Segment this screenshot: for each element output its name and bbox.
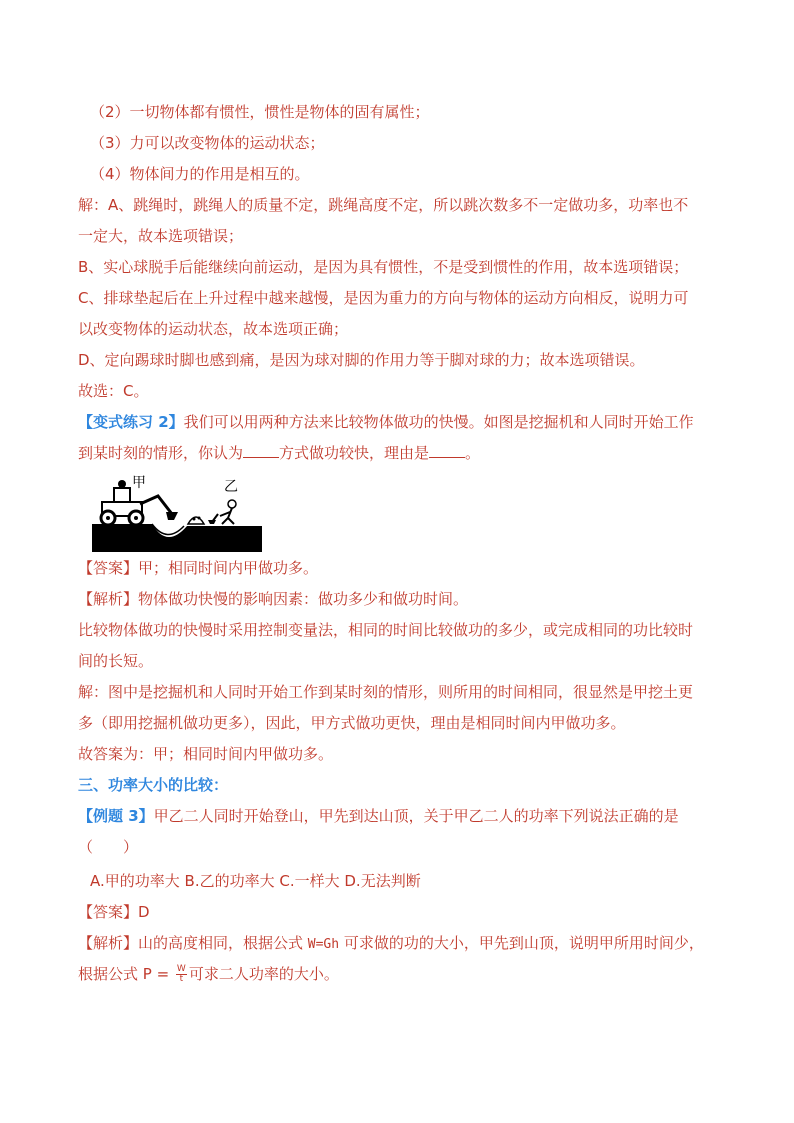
text-segment: 到某时刻的情形，你认为: [78, 444, 244, 462]
text-line: （2）一切物体都有惯性，惯性是物体的固有属性；: [90, 103, 430, 121]
formula-w-gh: W=Gh: [307, 937, 340, 952]
exercise-question: [78, 412, 728, 432]
text-line: D、定向踢球时脚也感到痛，是因为球对脚的作用力等于脚对球的力；故本选项错误。: [78, 351, 645, 369]
text-segment: 根据公式 P =: [78, 965, 174, 983]
fraction-numerator: W: [176, 964, 186, 974]
text-line: （ ）: [78, 838, 139, 856]
text-segment: 。: [465, 444, 481, 462]
exercise-tag: 【变式练习 2】: [78, 413, 184, 431]
example-text: 甲乙二人同时开始登山，甲先到达山顶，关于甲乙二人的功率下列说法正确的是: [153, 807, 679, 825]
section-heading: 三、功率大小的比较：: [78, 776, 229, 794]
options-line: A.甲的功率大 B.乙的功率大 C.一样大 D.无法判断: [90, 872, 421, 890]
text-line: 以改变物体的运动状态，故本选项正确；: [78, 320, 349, 338]
figure-label-yi: 乙: [224, 479, 238, 495]
text-line: C、排球垫起后在上升过程中越来越慢，是因为重力的方向与物体的运动方向相反，说明力可: [78, 289, 689, 307]
answer-line: 【答案】D: [78, 903, 150, 921]
text-segment: 可求二人功率的大小。: [188, 965, 339, 983]
answer-blank: [243, 443, 279, 458]
example-question: [78, 806, 728, 826]
answer-blank: [429, 443, 465, 458]
analysis-line: 【解析】物体做功快慢的影响因素：做功多少和做功时间。: [78, 590, 469, 608]
example-tag: 【例题 3】: [78, 807, 154, 825]
figure-label-jia: 甲: [132, 475, 146, 491]
text-line: 故答案为：甲；相同时间内甲做功多。: [78, 745, 334, 763]
power-fraction: [176, 965, 187, 984]
exercise-question-cont: [78, 443, 728, 463]
text-line: 解：图中是挖掘机和人同时开始工作到某时刻的情形，则所用的时间相同，很显然是甲挖土更: [78, 683, 694, 701]
text-line: B、实心球脱手后能继续向前运动，是因为具有惯性，不是受到惯性的作用，故本选项错误；: [78, 258, 689, 276]
text-line: 故选：C。: [78, 382, 149, 400]
text-line: 解：A、跳绳时，跳绳人的质量不定，跳绳高度不定，所以跳次数多不一定做功多，功率也不: [78, 196, 689, 214]
excavator-figure: [92, 474, 262, 552]
text-line: （3）力可以改变物体的运动状态；: [90, 134, 325, 152]
text-segment: 【解析】山的高度相同，根据公式: [78, 934, 308, 952]
text-line: 一定大，故本选项错误；: [78, 227, 244, 245]
analysis-line: [78, 933, 728, 955]
text-segment: 可求做的功的大小，甲先到山顶，说明甲所用时间少，: [339, 934, 704, 952]
text-segment: 方式做功较快，理由是: [279, 444, 430, 462]
text-line: 比较物体做功的快慢时采用控制变量法，相同的时间比较做功的多少，或完成相同的功比较时: [78, 621, 694, 639]
text-line: （4）物体间力的作用是相互的。: [90, 165, 310, 183]
answer-line: 【答案】甲；相同时间内甲做功多。: [78, 559, 319, 577]
text-line: 间的长短。: [78, 652, 154, 670]
exercise-text: 我们可以用两种方法来比较物体做功的快慢。如图是挖掘机和人同时开始工作: [183, 413, 694, 431]
fraction-denominator: t: [179, 974, 184, 984]
text-line: 多（即用挖掘机做功更多），因此，甲方式做功更快，理由是相同时间内甲做功多。: [78, 714, 626, 732]
formula-line: [78, 964, 728, 984]
